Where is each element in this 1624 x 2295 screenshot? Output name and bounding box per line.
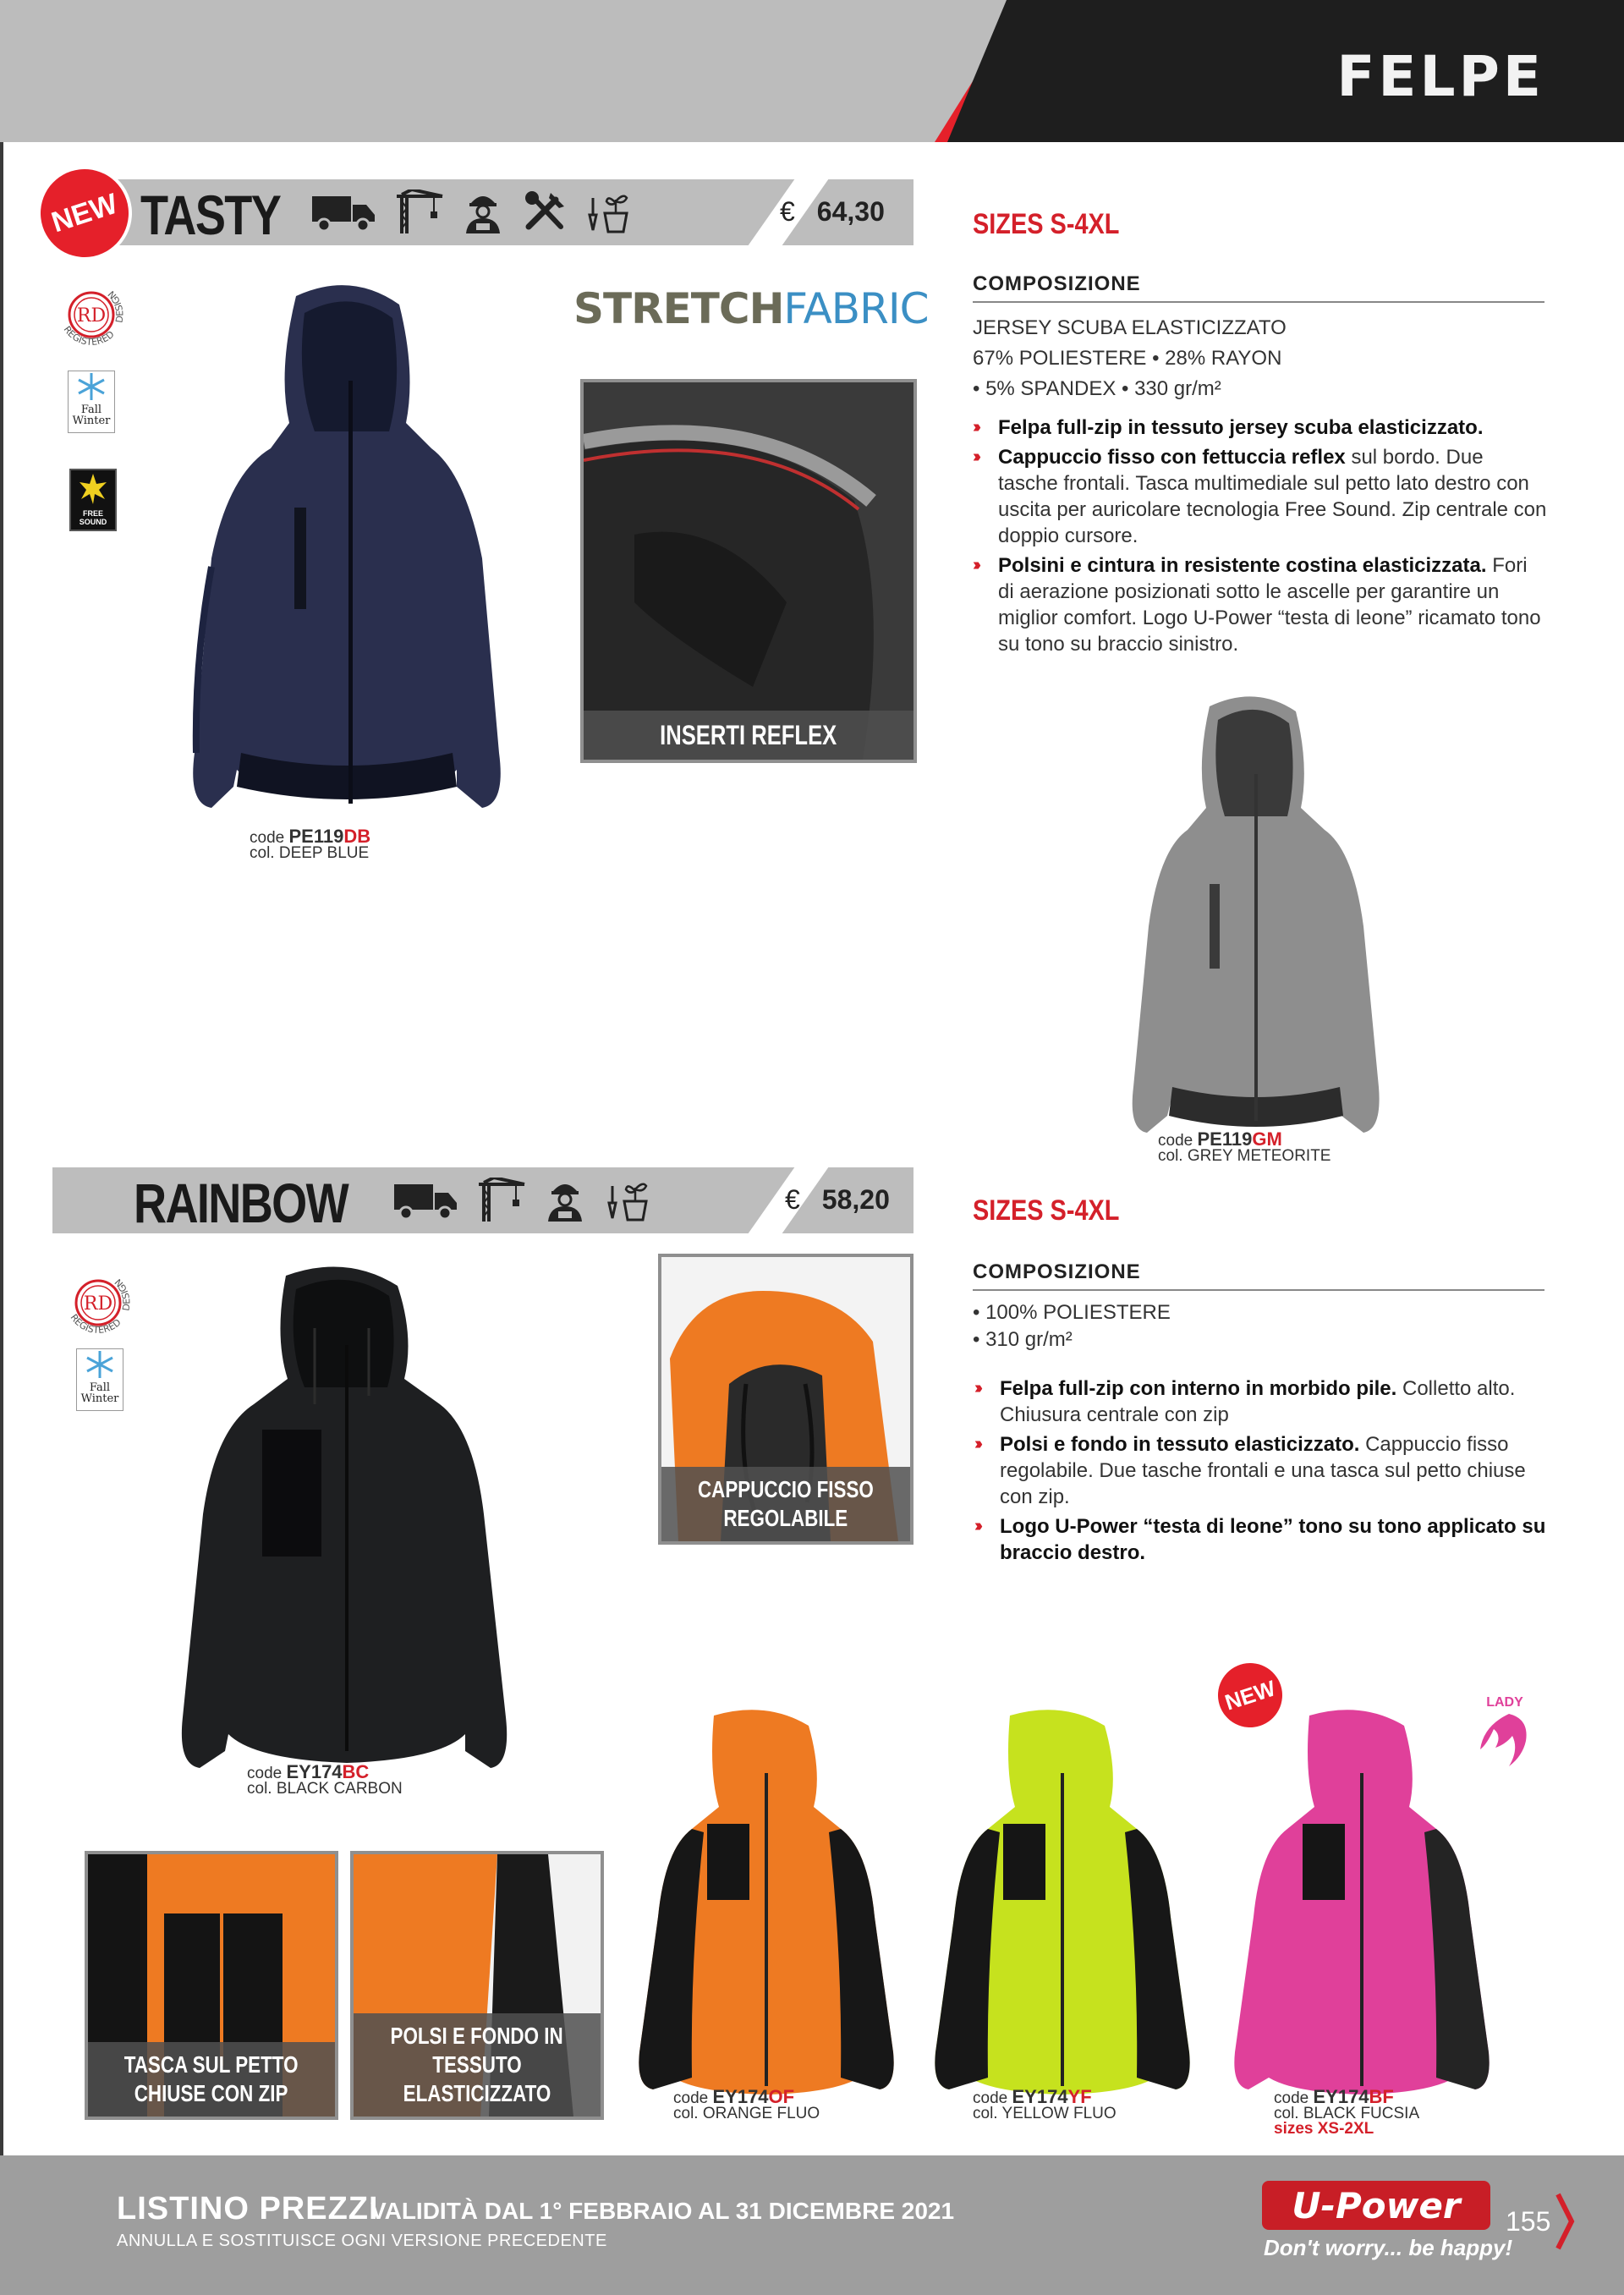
rainbow-composition	[973, 1299, 1171, 1353]
hood-reflex-detail-image	[584, 382, 914, 760]
tasty-code-grey-meteorite: code PE119GM col. GREY METEORITE	[1158, 1128, 1331, 1165]
svg-text:REGISTERED: REGISTERED	[61, 324, 117, 348]
tasty-price: € 64,30	[780, 196, 885, 227]
tasty-composition-title: COMPOSIZIONE	[973, 272, 1544, 303]
left-edge-rule	[0, 142, 3, 2155]
crane-icon	[475, 1178, 526, 1222]
truck-icon	[392, 1178, 460, 1222]
tasty-code-deep-blue: code PE119DB col. DEEP BLUE	[250, 826, 371, 862]
tasty-reflex-detail-photo	[580, 379, 917, 763]
tasty-new-badge: NEW	[29, 157, 140, 268]
description-item: ››› Polsi e fondo in tessuto elasticizzato. Cappuccio fisso regolabile. Due tasche frontali e una tasca sul petto chiuse con zip.	[974, 1431, 1550, 1510]
crane-icon	[393, 189, 444, 233]
gardening-icon	[584, 189, 632, 233]
brand-slogan: Don't worry... be happy!	[1264, 2235, 1513, 2260]
svg-text:REGISTERED: REGISTERED	[68, 1312, 123, 1336]
composition-line: • 100% POLIESTERE	[973, 1301, 1171, 1324]
rainbow-usage-icons	[392, 1178, 651, 1222]
page-header	[0, 0, 1624, 142]
hood-caption: CAPPUCCIO FISSO REGOLABILE	[661, 1467, 910, 1541]
rainbow-chest-pocket-detail-photo	[85, 1851, 338, 2120]
lady-silhouette-icon	[1475, 1710, 1534, 1770]
rainbow-description	[974, 1375, 1550, 1569]
tasty-sizes: SIZES S-4XL	[973, 208, 1120, 240]
description-item: ››› Logo U-Power “testa di leone” tono su tono applicato su braccio destro.	[974, 1513, 1550, 1566]
svg-text:RD: RD	[76, 305, 107, 327]
rainbow-code-black-carbon: code EY174BC col. BLACK CARBON	[247, 1761, 403, 1798]
svg-text:U-Power: U-Power	[1292, 2185, 1461, 2226]
rainbow-composition-title: COMPOSIZIONE	[973, 1260, 1544, 1291]
snowflake-icon	[74, 371, 108, 402]
tasty-usage-icons	[310, 189, 632, 233]
rainbow-orange-fluo-jacket-image	[623, 1705, 910, 2095]
price-list-title: LISTINO PREZZI	[117, 2191, 379, 2226]
truck-icon	[310, 189, 378, 233]
registered-design-logo	[49, 272, 134, 357]
rainbow-price: € 58,20	[785, 1184, 890, 1215]
svg-text:DESIGN: DESIGN	[112, 1277, 133, 1312]
next-page-arrow-icon	[1555, 2193, 1575, 2250]
description-item: ››› Cappuccio fisso con fettuccia reflex sul bordo. Due tasche frontali. Tasca multimediale sul petto lato destro con uscita per auricolare tecnologia Free Sound. Zip centrale con doppio cursore.	[973, 444, 1548, 549]
tasty-composition	[973, 313, 1287, 404]
page-number: 155	[1506, 2206, 1551, 2237]
pocket-caption: TASCA SUL PETTO CHIUSE CON ZIP	[88, 2042, 335, 2117]
rainbow-sizes: SIZES S-4XL	[973, 1194, 1120, 1227]
tasty-deep-blue-jacket-image	[178, 279, 524, 821]
rainbow-new-badge: NEW	[1210, 1655, 1291, 1736]
free-sound-icon: FREE SOUND	[69, 469, 117, 531]
svg-text:DESIGN: DESIGN	[106, 288, 126, 324]
rainbow-black-fucsia-jacket-image	[1218, 1705, 1506, 2095]
rainbow-title-bar	[52, 1167, 914, 1233]
tasty-product-name: TASTY	[140, 184, 281, 246]
stretch-fabric-logo: STRETCHFABRIC	[573, 284, 929, 333]
tasty-grey-meteorite-jacket-image	[1116, 689, 1396, 1146]
rainbow-hood-detail-photo	[658, 1254, 914, 1545]
rainbow-product-name: RAINBOW	[134, 1172, 348, 1234]
u-power-logo	[1262, 2177, 1490, 2233]
cuff-caption: POLSI E FONDO IN TESSUTO ELASTICIZZATO	[354, 2013, 601, 2117]
rainbow-yellow-fluo-jacket-image	[919, 1705, 1206, 2095]
description-item: ››› Felpa full-zip con interno in morbido pile. Colletto alto. Chiusura centrale con zip	[974, 1375, 1550, 1428]
tools-icon	[522, 189, 569, 233]
sound-burst-icon	[76, 470, 110, 508]
rainbow-code-orange-fluo: code EY174OF col. ORANGE FLUO	[673, 2086, 820, 2122]
supersedes-note: ANNULLA E SOSTITUISCE OGNI VERSIONE PRECEDENTE	[117, 2232, 607, 2250]
worker-icon	[541, 1178, 589, 1222]
composition-line: 67% POLIESTERE • 28% RAYON	[973, 347, 1282, 370]
registered-design-logo	[56, 1260, 140, 1345]
svg-text:RD: RD	[83, 1293, 113, 1315]
section-title: FELPE	[1336, 44, 1544, 109]
reflex-caption: INSERTI REFLEX	[584, 711, 914, 760]
description-item: ››› Felpa full-zip in tessuto jersey scuba elasticizzato.	[973, 415, 1548, 441]
rainbow-black-carbon-jacket-image	[169, 1260, 524, 1776]
tasty-description	[973, 415, 1548, 661]
rainbow-code-yellow-fluo: code EY174YF col. YELLOW FLUO	[973, 2086, 1116, 2122]
composition-line: • 310 gr/m²	[973, 1328, 1073, 1351]
snowflake-icon	[83, 1349, 117, 1380]
gardening-icon	[604, 1178, 651, 1222]
lady-badge: LADY	[1470, 1695, 1539, 1774]
fall-winter-icon: Fall Winter	[76, 1348, 123, 1411]
validity-period: VALIDITÀ DAL 1° FEBBRAIO AL 31 DICEMBRE 2021	[370, 2198, 955, 2224]
fall-winter-icon: Fall Winter	[68, 371, 115, 433]
rainbow-code-black-fucsia: code EY174BF col. BLACK FUCSIA sizes XS-2XL	[1274, 2086, 1420, 2138]
composition-line: • 5% SPANDEX • 330 gr/m²	[973, 377, 1221, 400]
tasty-title-bar	[52, 179, 914, 245]
description-item: ››› Polsini e cintura in resistente costina elasticizzata. Fori di aerazione posizionati sotto le ascelle per garantire un miglior comfort. Logo U-Power “testa di leone” ricamato tono su tono su braccio sinistro.	[973, 552, 1548, 657]
composition-line: JERSEY SCUBA ELASTICIZZATO	[973, 316, 1287, 339]
rainbow-cuff-detail-photo	[350, 1851, 604, 2120]
worker-icon	[459, 189, 507, 233]
